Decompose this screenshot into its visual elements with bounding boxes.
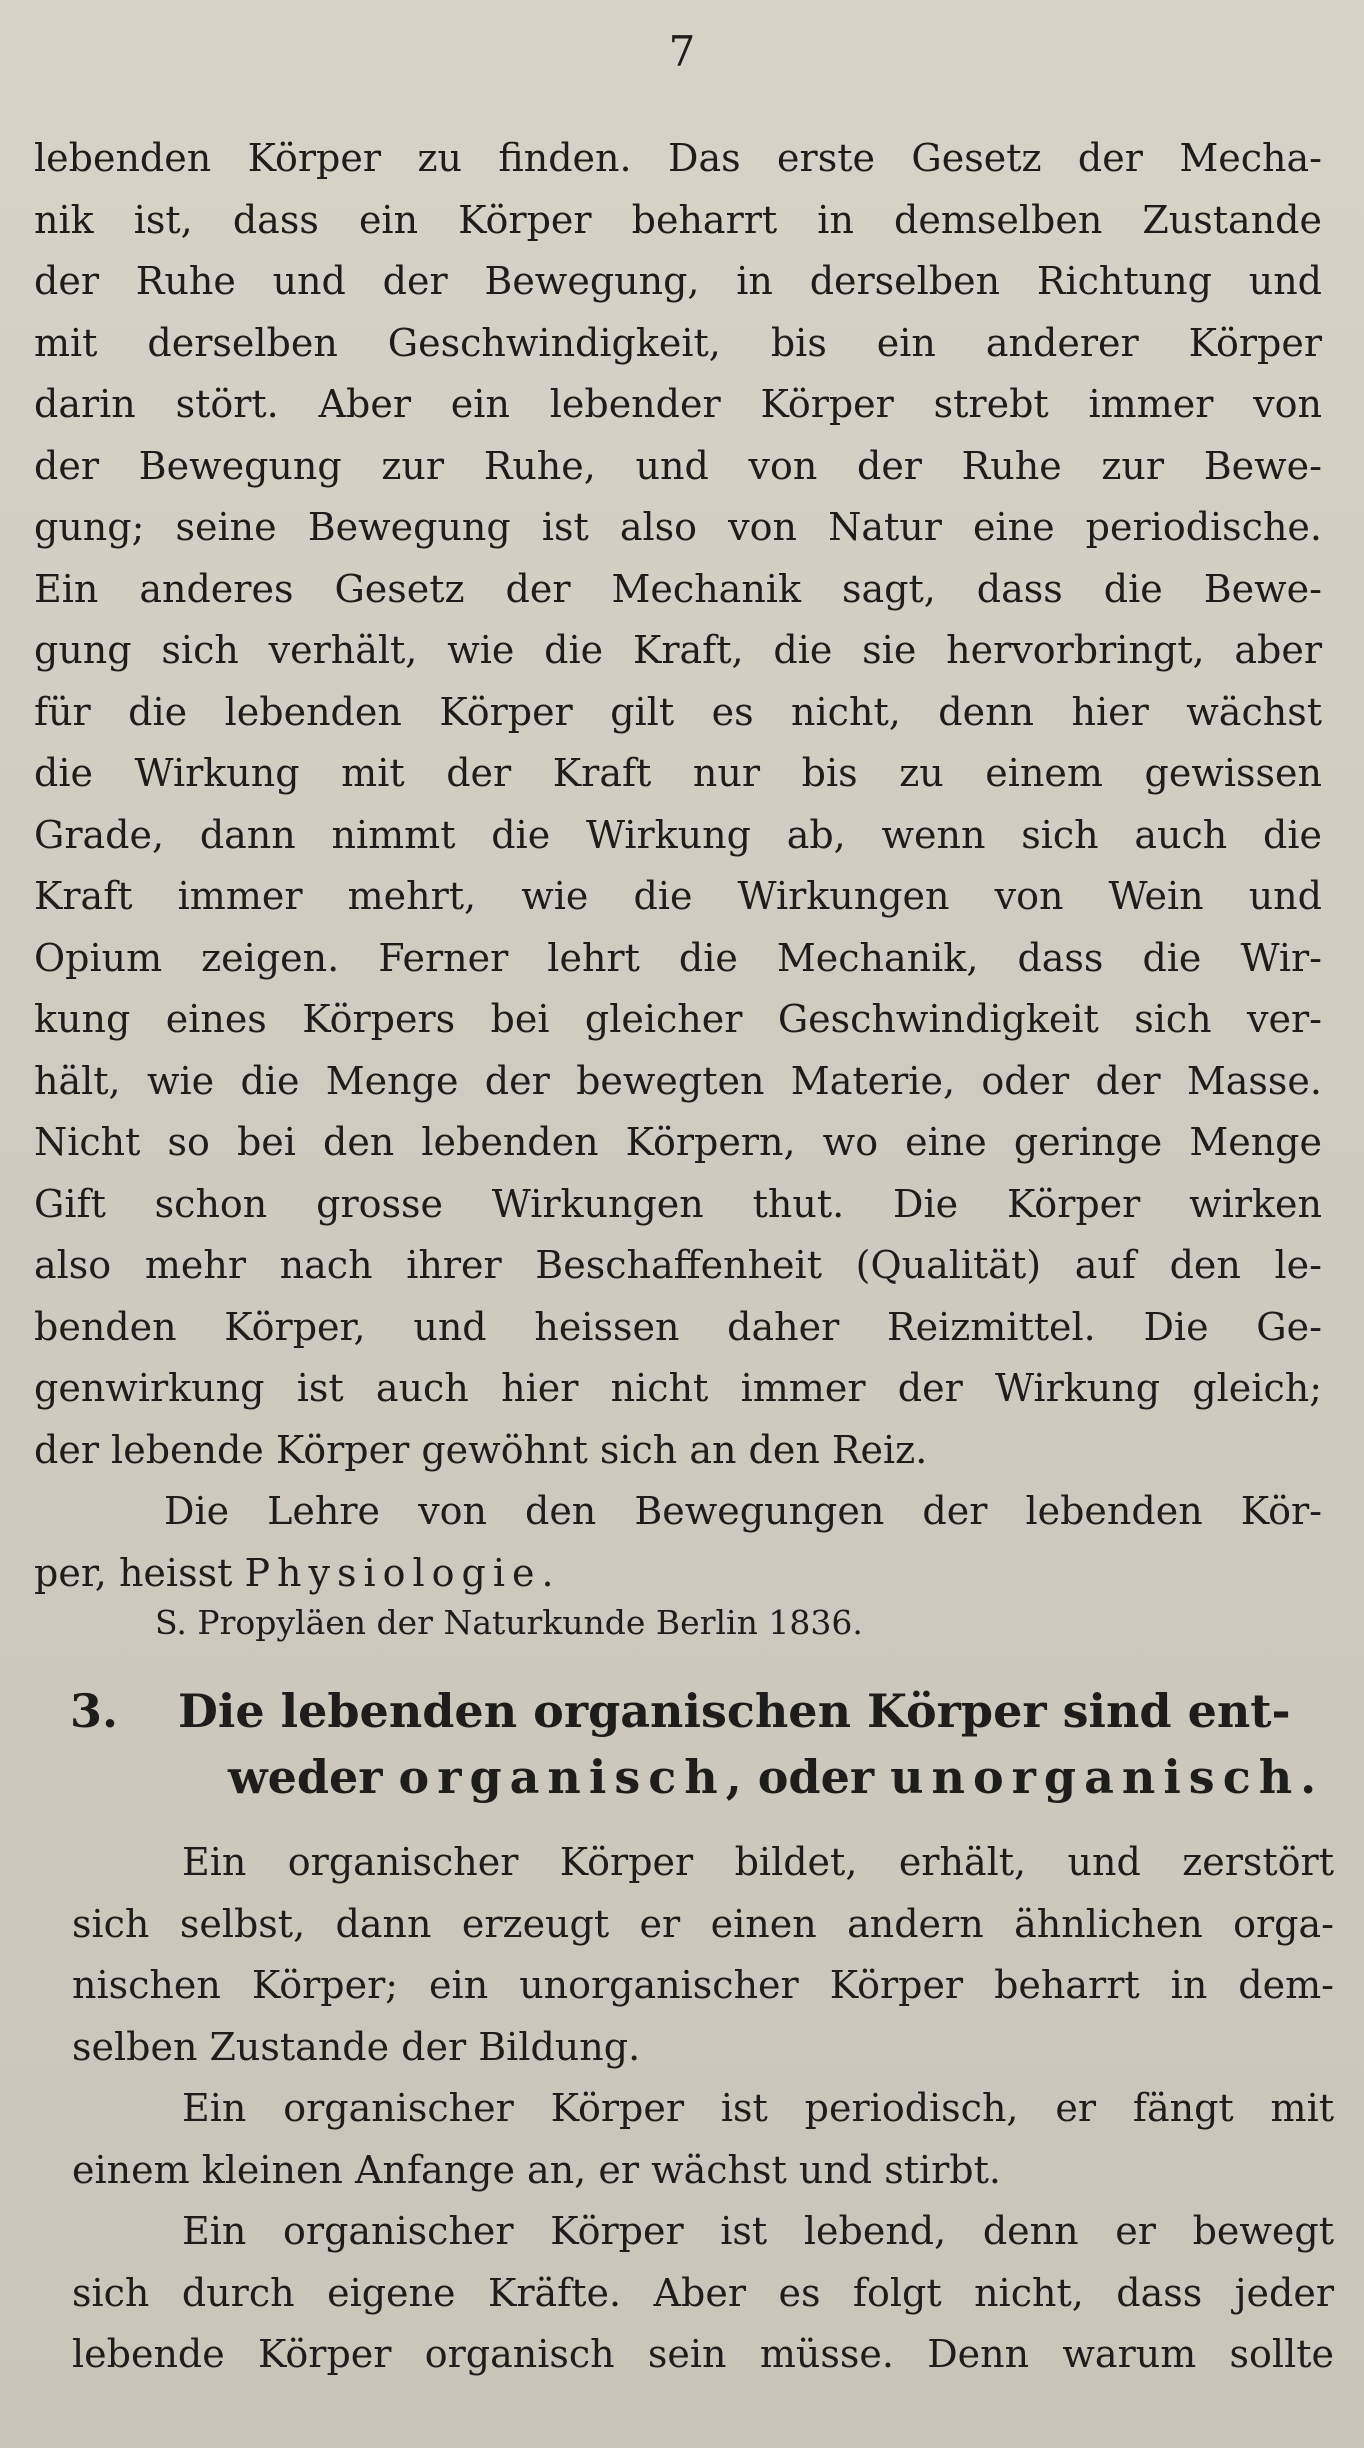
text-line: genwirkung ist auch hier nicht immer der Wirkung gleich; bbox=[34, 1366, 1322, 1410]
spaced-term-unorganisch: unorganisch bbox=[890, 1750, 1301, 1804]
text-line: Die Lehre von den Bewegungen der lebenden Kör- bbox=[164, 1489, 1322, 1533]
text-line: der Ruhe und der Bewegung, in derselben Richtung und bbox=[34, 259, 1322, 303]
line-suffix: . bbox=[541, 1550, 554, 1595]
text-line: Opium zeigen. Ferner lehrt die Mechanik, dass die Wir- bbox=[34, 935, 1322, 980]
physiologie-line bbox=[34, 1543, 1322, 1605]
literature-reference: S. Propyläen der Naturkunde Berlin 1836. bbox=[155, 1603, 863, 1642]
text-line: Nicht so bei den lebenden Körpern, wo eine geringe Menge bbox=[34, 1120, 1322, 1164]
text-line: Ein organischer Körper bildet, erhält, und zerstört bbox=[182, 1840, 1334, 1884]
text-line: Ein organischer Körper ist lebend, denn er bewegt bbox=[182, 2209, 1334, 2253]
section-body bbox=[72, 1832, 1334, 2386]
text-line: Grade, dann nimmt die Wirkung ab, wenn sich auch die bbox=[34, 812, 1322, 857]
text-line: gung; seine Bewegung ist also von Natur eine periodische. bbox=[34, 505, 1322, 549]
section-heading bbox=[70, 1678, 1320, 1810]
page-number: 7 bbox=[668, 27, 696, 76]
text-line: nik ist, dass ein Körper beharrt in demselben Zustande bbox=[34, 197, 1322, 242]
section-title-line1: Die lebenden organischen Körper sind ent- bbox=[178, 1684, 1291, 1738]
text-line: darin stört. Aber ein lebender Körper strebt immer von bbox=[34, 382, 1322, 426]
section-heading-line bbox=[70, 1678, 1320, 1744]
heading-text: weder bbox=[228, 1750, 399, 1804]
text-line: mit derselben Geschwindigkeit, bis ein anderer Körper bbox=[34, 320, 1322, 365]
section-heading-line bbox=[70, 1744, 1320, 1810]
text-line: der lebende Körper gewöhnt sich an den Reiz. bbox=[34, 1427, 928, 1472]
text-line: Ein anderes Gesetz der Mechanik sagt, dass die Bewe- bbox=[34, 566, 1322, 611]
text-line: hält, wie die Menge der bewegten Materie, oder der Masse. bbox=[34, 1058, 1322, 1103]
heading-text: . bbox=[1300, 1750, 1317, 1804]
line-prefix: per, heisst bbox=[34, 1550, 245, 1595]
text-line: also mehr nach ihrer Beschaffenheit (Qualität) auf den le- bbox=[34, 1243, 1322, 1287]
text-line: lebenden Körper zu finden. Das erste Gesetz der Mecha- bbox=[34, 136, 1322, 180]
text-line: einem kleinen Anfange an, er wächst und stirbt. bbox=[72, 2147, 1001, 2192]
section-number: 3. bbox=[70, 1684, 119, 1738]
text-line: der Bewegung zur Ruhe, und von der Ruhe zur Bewe- bbox=[34, 443, 1322, 488]
text-line: gung sich verhält, wie die Kraft, die sie hervorbringt, aber bbox=[34, 628, 1322, 672]
text-line: sich selbst, dann erzeugt er einen andern ähnlichen orga- bbox=[72, 1901, 1334, 1946]
text-line: Ein organischer Körper ist periodisch, er fängt mit bbox=[182, 2086, 1334, 2130]
text-line: selben Zustande der Bildung. bbox=[72, 2024, 641, 2069]
text-line: für die lebenden Körper gilt es nicht, denn hier wächst bbox=[34, 689, 1322, 734]
heading-text: , oder bbox=[725, 1750, 891, 1804]
text-line: nischen Körper; ein unorganischer Körper beharrt in dem- bbox=[72, 1963, 1334, 2007]
main-paragraph-block bbox=[34, 128, 1322, 1604]
text-line: sich durch eigene Kräfte. Aber es folgt nicht, dass jeder bbox=[72, 2270, 1334, 2315]
text-line: lebende Körper organisch sein müsse. Denn warum sollte bbox=[72, 2332, 1334, 2376]
text-line: die Wirkung mit der Kraft nur bis zu einem gewissen bbox=[34, 751, 1322, 795]
text-line: Gift schon grosse Wirkungen thut. Die Körper wirken bbox=[34, 1181, 1322, 1226]
text-line: Kraft immer mehrt, wie die Wirkungen von Wein und bbox=[34, 874, 1322, 918]
spaced-term-organisch: organisch bbox=[398, 1750, 726, 1804]
text-line: kung eines Körpers bei gleicher Geschwindigkeit sich ver- bbox=[34, 997, 1322, 1041]
spaced-term-physiologie: Physiologie bbox=[244, 1550, 542, 1595]
text-line: benden Körper, und heissen daher Reizmittel. Die Ge- bbox=[34, 1304, 1322, 1349]
